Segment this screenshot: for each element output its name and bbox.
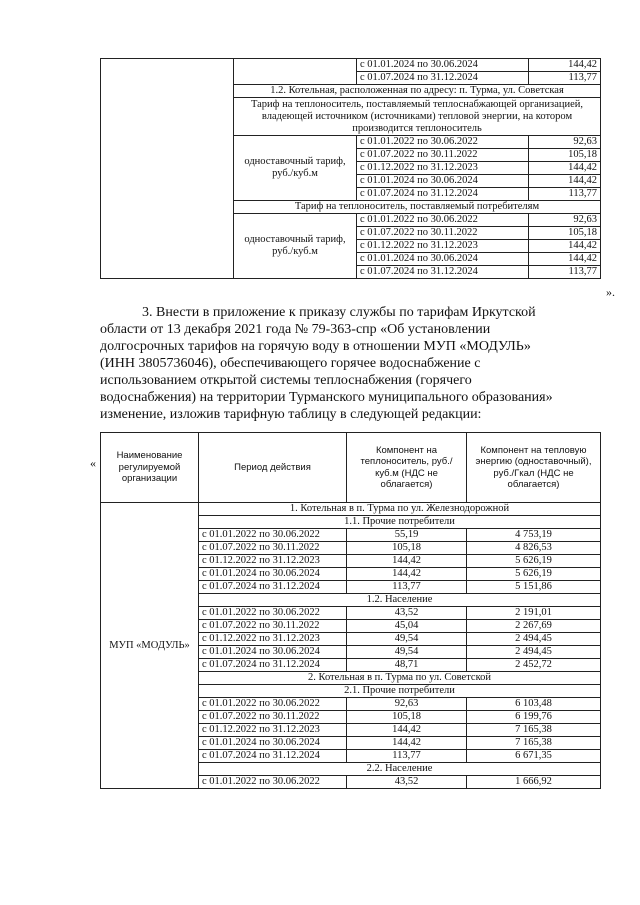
tariff-heading-consumer: Тариф на теплоноситель, поставляемый потребителям [234,201,601,214]
period-cell: с 01.07.2024 по 31.12.2024 [199,750,347,763]
header-carrier: Компонент на теплоноситель, руб./куб.м (НДС не облагается) [347,433,467,503]
paragraph-line: области от 13 декабря 2021 года № 79-363-спр «Об установлении [100,322,491,337]
period-cell: с 01.12.2022 по 31.12.2023 [357,162,529,175]
carrier-cell: 45,04 [347,620,467,633]
period-cell: с 01.01.2024 по 30.06.2024 [199,568,347,581]
empty-label-cell [234,59,357,85]
period-cell: с 01.01.2024 по 30.06.2024 [357,175,529,188]
carrier-cell: 43,52 [347,776,467,789]
empty-org-cell [101,59,234,279]
section-title: 2. Котельная в п. Турма по ул. Советской [199,672,601,685]
carrier-cell: 48,71 [347,659,467,672]
value-cell: 105,18 [529,149,601,162]
value-cell: 144,42 [529,240,601,253]
paragraph-line: 3. Внести в приложение к приказу службы по тарифам Иркутской [142,305,536,320]
paragraph-line: долгосрочных тарифов на горячую воду в отношении МУП «МОДУЛЬ» [100,339,531,354]
closing-quote-mark: ». [606,285,615,299]
carrier-cell: 113,77 [347,581,467,594]
period-cell: с 01.01.2024 по 30.06.2024 [357,59,529,72]
energy-cell: 5 151,86 [467,581,601,594]
period-cell: с 01.07.2024 по 31.12.2024 [357,188,529,201]
paragraph-line: использованием открытой системы теплоснабжения (горячего [100,373,472,388]
period-cell: с 01.01.2022 по 30.06.2022 [199,698,347,711]
period-cell: с 01.07.2024 по 31.12.2024 [199,659,347,672]
period-cell: с 01.01.2024 по 30.06.2024 [357,253,529,266]
energy-cell: 4 753,19 [467,529,601,542]
carrier-cell: 55,19 [347,529,467,542]
period-cell: с 01.12.2022 по 31.12.2023 [357,240,529,253]
value-cell: 105,18 [529,227,601,240]
paragraph-line: (ИНН 3805736046), обеспечивающего горячее водоснабжение с [100,356,481,371]
period-cell: с 01.12.2022 по 31.12.2023 [199,555,347,568]
tariff-table [100,432,601,789]
header-period: Период действия [199,433,347,503]
energy-cell: 2 267,69 [467,620,601,633]
energy-cell: 7 165,38 [467,724,601,737]
energy-cell: 7 165,38 [467,737,601,750]
energy-cell: 5 626,19 [467,555,601,568]
period-cell: с 01.07.2022 по 30.11.2022 [199,620,347,633]
group-title: 1.1. Прочие потребители [199,516,601,529]
carrier-cell: 144,42 [347,724,467,737]
value-cell: 113,77 [529,266,601,279]
energy-cell: 6 671,35 [467,750,601,763]
period-cell: с 01.07.2024 по 31.12.2024 [199,581,347,594]
energy-cell: 4 826,53 [467,542,601,555]
carrier-cell: 113,77 [347,750,467,763]
value-cell: 144,42 [529,175,601,188]
carrier-cell: 105,18 [347,711,467,724]
carrier-cell: 105,18 [347,542,467,555]
value-cell: 92,63 [529,136,601,149]
energy-cell: 2 191,01 [467,607,601,620]
carrier-cell: 144,42 [347,568,467,581]
period-cell: с 01.07.2022 по 30.11.2022 [357,149,529,162]
value-cell: 113,77 [529,188,601,201]
period-cell: с 01.07.2022 по 30.11.2022 [357,227,529,240]
value-cell: 92,63 [529,214,601,227]
paragraph-line: изменение, изложив тарифную таблицу в следующей редакции: [100,407,482,422]
period-cell: с 01.01.2022 по 30.06.2022 [357,136,529,149]
amendment-paragraph [100,304,598,423]
group-title: 1.2. Население [199,594,601,607]
period-cell: с 01.01.2022 по 30.06.2022 [357,214,529,227]
group-title: 2.1. Прочие потребители [199,685,601,698]
period-cell: с 01.01.2022 по 30.06.2022 [199,529,347,542]
value-cell: 144,42 [529,253,601,266]
tariff-heading-owner: Тариф на теплоноситель, поставляемый теплоснабжающей организацией, владеющей источником (источниками) тепловой энергии, на котором производится теплоноситель [234,98,601,136]
carrier-cell: 92,63 [347,698,467,711]
group-title: 2.2. Население [199,763,601,776]
tariff-type-label: одноставочный тариф, руб./куб.м [234,136,357,201]
period-cell: с 01.01.2024 по 30.06.2024 [199,737,347,750]
carrier-cell: 49,54 [347,646,467,659]
section-heading: 1.2. Котельная, расположенная по адресу: п. Турма, ул. Советская [234,85,601,98]
opening-quote-mark: « [90,456,96,470]
header-energy: Компонент на тепловую энергию (одноставочный), руб./Гкал (НДС не облагается) [467,433,601,503]
period-cell: с 01.07.2024 по 31.12.2024 [357,266,529,279]
section-title: 1. Котельная в п. Турма по ул. Железнодорожной [199,503,601,516]
period-cell: с 01.01.2024 по 30.06.2024 [199,646,347,659]
energy-cell: 6 199,76 [467,711,601,724]
carrier-cell: 43,52 [347,607,467,620]
period-cell: с 01.07.2022 по 30.11.2022 [199,711,347,724]
period-cell: с 01.12.2022 по 31.12.2023 [199,633,347,646]
energy-cell: 1 666,92 [467,776,601,789]
energy-cell: 2 494,45 [467,633,601,646]
period-cell: с 01.07.2022 по 30.11.2022 [199,542,347,555]
value-cell: 144,42 [529,59,601,72]
tariff-type-label: одноставочный тариф, руб./куб.м [234,214,357,279]
carrier-cell: 144,42 [347,555,467,568]
carrier-cell: 49,54 [347,633,467,646]
period-cell: с 01.01.2022 по 30.06.2022 [199,776,347,789]
energy-cell: 5 626,19 [467,568,601,581]
carrier-cell: 144,42 [347,737,467,750]
period-cell: с 01.01.2022 по 30.06.2022 [199,607,347,620]
energy-cell: 6 103,48 [467,698,601,711]
header-org: Наименование регулируемой организации [101,433,199,503]
value-cell: 144,42 [529,162,601,175]
period-cell: с 01.12.2022 по 31.12.2023 [199,724,347,737]
paragraph-line: водоснабжения) на территории Турманского муниципального образования» [100,390,553,405]
continued-tariff-table [100,58,601,279]
value-cell: 113,77 [529,72,601,85]
period-cell: с 01.07.2024 по 31.12.2024 [357,72,529,85]
energy-cell: 2 494,45 [467,646,601,659]
energy-cell: 2 452,72 [467,659,601,672]
org-name-cell: МУП «МОДУЛЬ» [101,503,199,789]
